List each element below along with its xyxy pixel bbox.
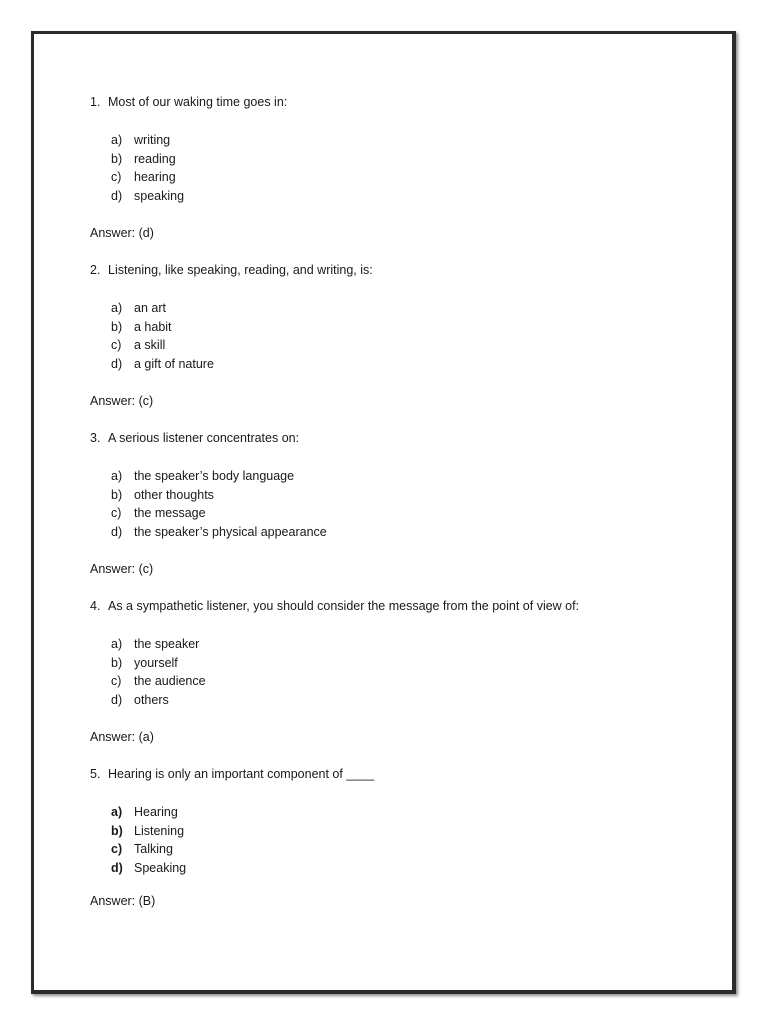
answer-text: Answer: (d) <box>90 225 154 240</box>
question-text <box>90 93 712 111</box>
question-number: 1. <box>90 95 101 109</box>
answer-text: Answer: (c) <box>90 561 154 576</box>
option-letter: d) <box>111 861 123 876</box>
option-text: the speaker <box>134 637 200 651</box>
answer-text: Answer: (B) <box>90 893 156 908</box>
question-number: 3. <box>90 431 101 445</box>
question-block-4 <box>90 597 712 746</box>
option-letter: c) <box>111 674 122 689</box>
option-item <box>111 355 712 374</box>
option-text: the speaker’s body language <box>134 469 295 483</box>
option-letter: a) <box>111 805 123 819</box>
option-letter: b) <box>111 319 123 334</box>
option-letter: c) <box>111 842 123 857</box>
question-prompt: As a sympathetic listener, you should consider the message from the point of view of: <box>108 599 580 613</box>
option-item <box>111 318 712 337</box>
option-letter: b) <box>111 655 123 670</box>
option-letter: d) <box>111 357 123 372</box>
option-item <box>111 187 712 206</box>
option-item <box>111 672 712 691</box>
option-letter: b) <box>111 487 123 502</box>
option-item <box>111 150 712 169</box>
option-text: Listening <box>134 823 185 838</box>
option-item <box>111 803 712 822</box>
option-letter: a) <box>111 469 123 483</box>
option-item <box>111 504 712 523</box>
question-text <box>90 597 712 615</box>
option-item <box>111 168 712 187</box>
option-text: a skill <box>134 338 166 353</box>
question-number: 5. <box>90 767 101 781</box>
option-letter: b) <box>111 151 123 166</box>
question-number: 2. <box>90 263 101 277</box>
answer-text: Answer: (c) <box>90 393 154 408</box>
option-item <box>111 131 712 150</box>
question-text <box>90 429 712 447</box>
question-prompt: Most of our waking time goes in: <box>108 95 288 109</box>
option-text: hearing <box>134 170 176 185</box>
option-list <box>90 299 712 374</box>
option-item <box>111 336 712 355</box>
question-block-5 <box>90 765 712 910</box>
option-text: Hearing <box>134 805 178 819</box>
option-list <box>90 131 712 206</box>
option-letter: a) <box>111 301 123 315</box>
option-item <box>111 486 712 505</box>
option-item <box>111 467 712 486</box>
option-item <box>111 822 712 841</box>
option-text: yourself <box>134 655 178 670</box>
option-text: a habit <box>134 319 172 334</box>
option-item <box>111 840 712 859</box>
question-number: 4. <box>90 599 101 613</box>
question-prompt: A serious listener concentrates on: <box>108 431 300 445</box>
option-text: the message <box>134 506 206 521</box>
option-letter: d) <box>111 189 123 204</box>
option-text: writing <box>134 133 171 147</box>
option-list <box>90 803 712 878</box>
document-page <box>31 31 736 994</box>
question-block-1 <box>90 93 712 242</box>
option-text: speaking <box>134 189 185 204</box>
option-list <box>90 467 712 542</box>
option-text: others <box>134 693 169 708</box>
option-text: an art <box>134 301 166 315</box>
option-item <box>111 299 712 318</box>
option-letter: c) <box>111 338 122 353</box>
option-text: other thoughts <box>134 487 214 502</box>
question-prompt: Hearing is only an important component of ____ <box>108 767 375 781</box>
question-block-2 <box>90 261 712 410</box>
option-item <box>111 654 712 673</box>
question-text <box>90 765 712 783</box>
option-text: reading <box>134 151 176 166</box>
option-list <box>90 635 712 710</box>
option-item <box>111 691 712 710</box>
option-letter: d) <box>111 693 123 708</box>
option-text: Speaking <box>134 861 187 876</box>
option-letter: a) <box>111 637 123 651</box>
answer-text: Answer: (a) <box>90 729 154 744</box>
option-letter: b) <box>111 823 123 838</box>
option-text: a gift of nature <box>134 357 214 372</box>
option-text: Talking <box>134 842 173 857</box>
option-text: the audience <box>134 674 206 689</box>
question-prompt: Listening, like speaking, reading, and writing, is: <box>108 263 373 277</box>
option-letter: c) <box>111 506 122 521</box>
question-text <box>90 261 712 279</box>
question-block-3 <box>90 429 712 578</box>
option-item <box>111 635 712 654</box>
option-letter: c) <box>111 170 122 185</box>
option-letter: a) <box>111 133 123 147</box>
option-letter: d) <box>111 525 123 540</box>
option-text: the speaker’s physical appearance <box>134 525 327 540</box>
option-item <box>111 523 712 542</box>
option-item <box>111 859 712 878</box>
